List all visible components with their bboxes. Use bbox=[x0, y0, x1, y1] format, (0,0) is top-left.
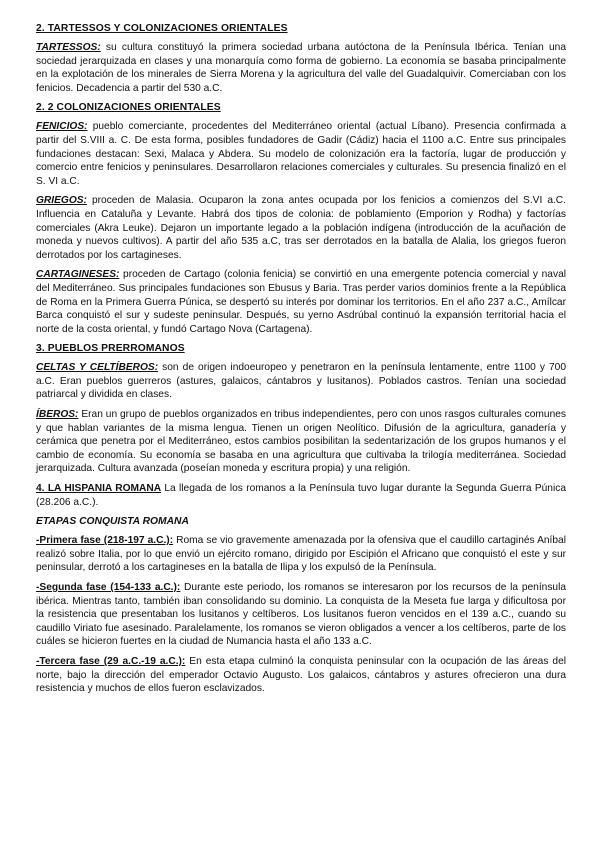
iberos-text: Eran un grupo de pueblos organizados en tribus independientes, pero con unos rasgos culturales comunes y que hablan variantes de la misma lengua. Tienen un origen Neolítico. Difusión de la agricultura, ganadería y cerámica que penetra por el Mediterráneo, estos cambios posibilitan la sedentarización de los grupos humanos y el cambio de economía. Su economía se basaba en una agricultura que cultivaba la trilogía mediterránea. Sociedad jerarquizada. Cultura avanzada (poseían moneda y escritura propia) y una religión. bbox=[36, 409, 566, 475]
fenicios-text: pueblo comerciante, procedentes del Mediterráneo oriental (actual Líbano). Presencia confirmada a partir del S.VIII a. C. De esta forma, posibles fundadores de Gadir (Cádiz) hacia el 1100 a.C. Entre sus principales fundaciones destacan: Sexi, Malaca y Abdera. Su modelo de colonización era la factoría, lugar de producción y comercio entre fenicios y peninsulares. Desarrollaron relaciones comerciales y culturales. Su presencia finalizó en el S. VI a.C. bbox=[36, 121, 566, 187]
fase-1-paragraph bbox=[36, 534, 566, 575]
etapas-subtitle: ETAPAS CONQUISTA ROMANA bbox=[36, 516, 189, 528]
griegos-text: proceden de Malasia. Ocuparon la zona antes ocupada por los fenicios a comienzos del S.VI a.C. Influencia en Cataluña y Levante. Habrá dos tipos de colonia: de poblamiento (Emporion y Rodha) y factorías comerciales (Akra Leuke). Dejaron un importante legado a la población indígena (introducción de la acuñación de moneda y nuevos cultivos). A partir del año 535 a.C, tras ser derrotados en la batalla de Alalia, los griegos fueron derrotados por los cartagineses. bbox=[36, 195, 566, 261]
iberos-lead: ÍBEROS: bbox=[36, 409, 79, 421]
section-2-2-title: 2. 2 COLONIZACIONES ORIENTALES bbox=[36, 102, 221, 114]
fase-1-lead: -Primera fase (218-197 a.C.): bbox=[36, 535, 174, 547]
fenicios-lead: FENICIOS: bbox=[36, 121, 88, 133]
cartagineses-paragraph bbox=[36, 268, 566, 336]
fase-3-lead: -Tercera fase (29 a.C.-19 a.C.): bbox=[36, 655, 186, 667]
cartagineses-lead: CARTAGINESES: bbox=[36, 269, 120, 281]
iberos-paragraph bbox=[36, 408, 566, 476]
griegos-paragraph bbox=[36, 194, 566, 262]
cartagineses-text: proceden de Cartago (colonia fenicia) se convirtió en una emergente potencia comercial y naval del Mediterráneo. Sus principales fundaciones son Ebusus y Baria. Tras perder varios dominios frente a la República de Roma en la Primera Guerra Púnica, se despertó su interés por dominar los territorios. En el año 237 a.C., Amílcar Barca conquistó el sur y sudeste peninsular. Después, su yerno Asdrúbal continuó la expansión territorial hacia el norte de la costa oriental, y fundó Cartago Nova (Cartagena). bbox=[36, 269, 566, 335]
section-2-title: 2. TARTESSOS Y COLONIZACIONES ORIENTALES bbox=[36, 23, 288, 34]
celtas-lead: CELTAS Y CELTÍBEROS: bbox=[36, 362, 159, 374]
celtas-text: son de origen indoeuropeo y penetraron en la península lentamente, entre 1100 y 700 a.C. Eran pueblos guerreros (astures, galaicos, cántabros y lusitanos). Poblados castros. Tenían una sociedad patriarcal y dividida en clases. bbox=[36, 362, 566, 401]
fenicios-paragraph bbox=[36, 120, 566, 188]
fase-1-text: Roma se vio gravemente amenazada por la ofensiva que el caudillo cartaginés Aníbal realizó sobre Italia, por lo que envió un ejército romano, dirigido por Escipión el Africano que conquistó el este y sur peninsular, derrotó a los cartagineses en la batalla de Ilipa y los expulsó de la Península. bbox=[36, 535, 566, 574]
tartessos-paragraph bbox=[36, 41, 566, 95]
document-page bbox=[36, 22, 566, 702]
hispania-intro-paragraph bbox=[36, 482, 566, 509]
tartessos-text: su cultura constituyó la primera sociedad urbana autóctona de la Península Ibérica. Tenían una sociedad jerarquizada en clases y una monarquía como forma de gobierno. La economía se basaba principalmente en la explotación de los minerales de Sierra Morena y la agricultura del valle del Guadalquivir. Comerciaban con los fenicios. Decadencia a partir del 530 a.C. bbox=[36, 42, 566, 94]
fase-3-text: En esta etapa culminó la conquista peninsular con la ocupación de las áreas del norte, bajo la dirección del emperador Octavio Augusto. Los galaicos, cántabros y astures ofrecieron una dura resistencia y muchos de ellos fueron esclavizados. bbox=[36, 655, 566, 695]
section-3-title: 3. PUEBLOS PRERROMANOS bbox=[36, 343, 185, 355]
griegos-lead: GRIEGOS: bbox=[36, 195, 87, 207]
hispania-intro-text: La llegada de los romanos a la Península tuvo lugar durante la Segunda Guerra Púnica (28.206 a.C.). bbox=[36, 483, 566, 508]
section-4-title: 4. LA HISPANIA ROMANA bbox=[36, 483, 162, 495]
fase-2-text: Durante este periodo, los romanos se interesaron por los recursos de la península ibérica. Mientras tanto, también iban consolidando su dominio. La conquista de la Meseta fue larga y dificultosa por la resistencia que presentaban los lusitanos y celtíberos. Los lusitanos fueron vencidos en el 139 a.C., cuando su caudillo Viriato fue asesinado. Paralelamente, los romanos se vieron obligados a vencer a los celtíberos, parte de los cuáles se hicieron fuertes en la ciudad de Numancia hasta el año 133 a.C. bbox=[36, 582, 567, 648]
fase-3-paragraph bbox=[36, 655, 566, 696]
fase-2-lead: -Segunda fase (154-133 a.C.): bbox=[36, 582, 181, 593]
tartessos-lead: TARTESSOS: bbox=[36, 42, 101, 53]
fase-2-paragraph bbox=[36, 581, 566, 649]
celtas-paragraph bbox=[36, 361, 566, 402]
